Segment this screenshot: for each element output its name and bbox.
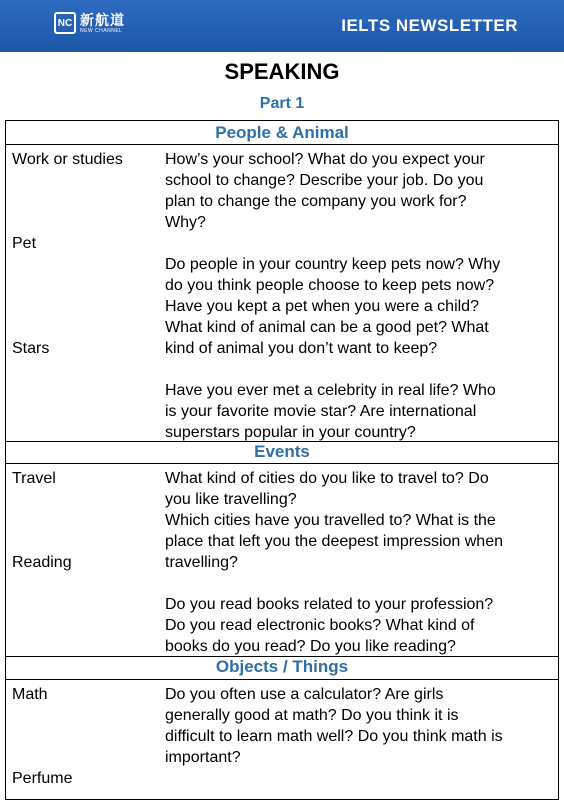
topic-perfume: Perfume <box>12 770 73 787</box>
question-line: superstars popular in your country? <box>165 424 416 441</box>
part-subtitle: Part 1 <box>259 95 305 112</box>
question-line: Do you read books related to your profession? <box>165 596 494 613</box>
topic-pet: Pet <box>12 235 37 252</box>
question-line: generally good at math? Do you think it is <box>165 707 459 724</box>
logo-mark: NC <box>54 12 76 34</box>
topic-math: Math <box>12 686 48 703</box>
question-line: is your favorite movie star? Are international <box>165 403 477 420</box>
questions-objects-things <box>165 684 557 768</box>
question-line: important? <box>165 749 241 766</box>
question-line: difficult to learn math well? Do you think math is <box>165 728 503 745</box>
section-heading-events: Events <box>254 442 310 461</box>
question-line: What kind of cities do you like to travel to? Do <box>165 470 489 487</box>
topic-reading: Reading <box>12 554 72 571</box>
logo-english-text: NEW CHANNEL <box>80 27 123 34</box>
question-line: place that left you the deepest impression when <box>165 533 503 550</box>
question-line: travelling? <box>165 554 238 571</box>
question-line: Which cities have you travelled to? What is the <box>165 512 496 529</box>
question-line <box>165 359 557 380</box>
question-line <box>165 233 557 254</box>
topic-stars: Stars <box>12 340 50 357</box>
questions-events <box>165 468 557 657</box>
new-channel-logo <box>54 12 125 34</box>
question-line: books do you read? Do you like reading? <box>165 638 456 655</box>
question-line: Have you ever met a celebrity in real life? Who <box>165 382 496 399</box>
question-line: do you think people choose to keep pets now? <box>165 277 495 294</box>
question-line: What kind of animal can be a good pet? What <box>165 319 489 336</box>
question-line: Do you read electronic books? What kind of <box>165 617 475 634</box>
section-heading-people-animal: People & Animal <box>215 123 349 142</box>
question-line: Have you kept a pet when you were a child? <box>165 298 479 315</box>
topic-work-or-studies: Work or studies <box>12 151 123 168</box>
page-title: SPEAKING <box>224 59 340 84</box>
question-line: Do people in your country keep pets now? Why <box>165 256 501 273</box>
question-line <box>165 573 557 594</box>
questions-people-animal <box>165 149 557 443</box>
question-line: kind of animal you don’t want to keep? <box>165 340 438 357</box>
newsletter-header <box>0 0 564 52</box>
question-line: How’s your school? What do you expect your <box>165 151 485 168</box>
divider <box>6 463 558 464</box>
question-line: school to change? Describe your job. Do you <box>165 172 484 189</box>
question-line: you like travelling? <box>165 491 297 508</box>
topic-travel: Travel <box>12 470 56 487</box>
questions-table <box>5 120 559 800</box>
divider <box>6 144 558 145</box>
question-line: Why? <box>165 214 206 231</box>
divider <box>6 679 558 680</box>
newsletter-title: IELTS NEWSLETTER <box>341 16 518 35</box>
question-line: plan to change the company you work for? <box>165 193 467 210</box>
section-heading-objects-things: Objects / Things <box>215 657 349 676</box>
question-line: Do you often use a calculator? Are girls <box>165 686 444 703</box>
logo-chinese-text: 新航道 <box>80 11 125 28</box>
